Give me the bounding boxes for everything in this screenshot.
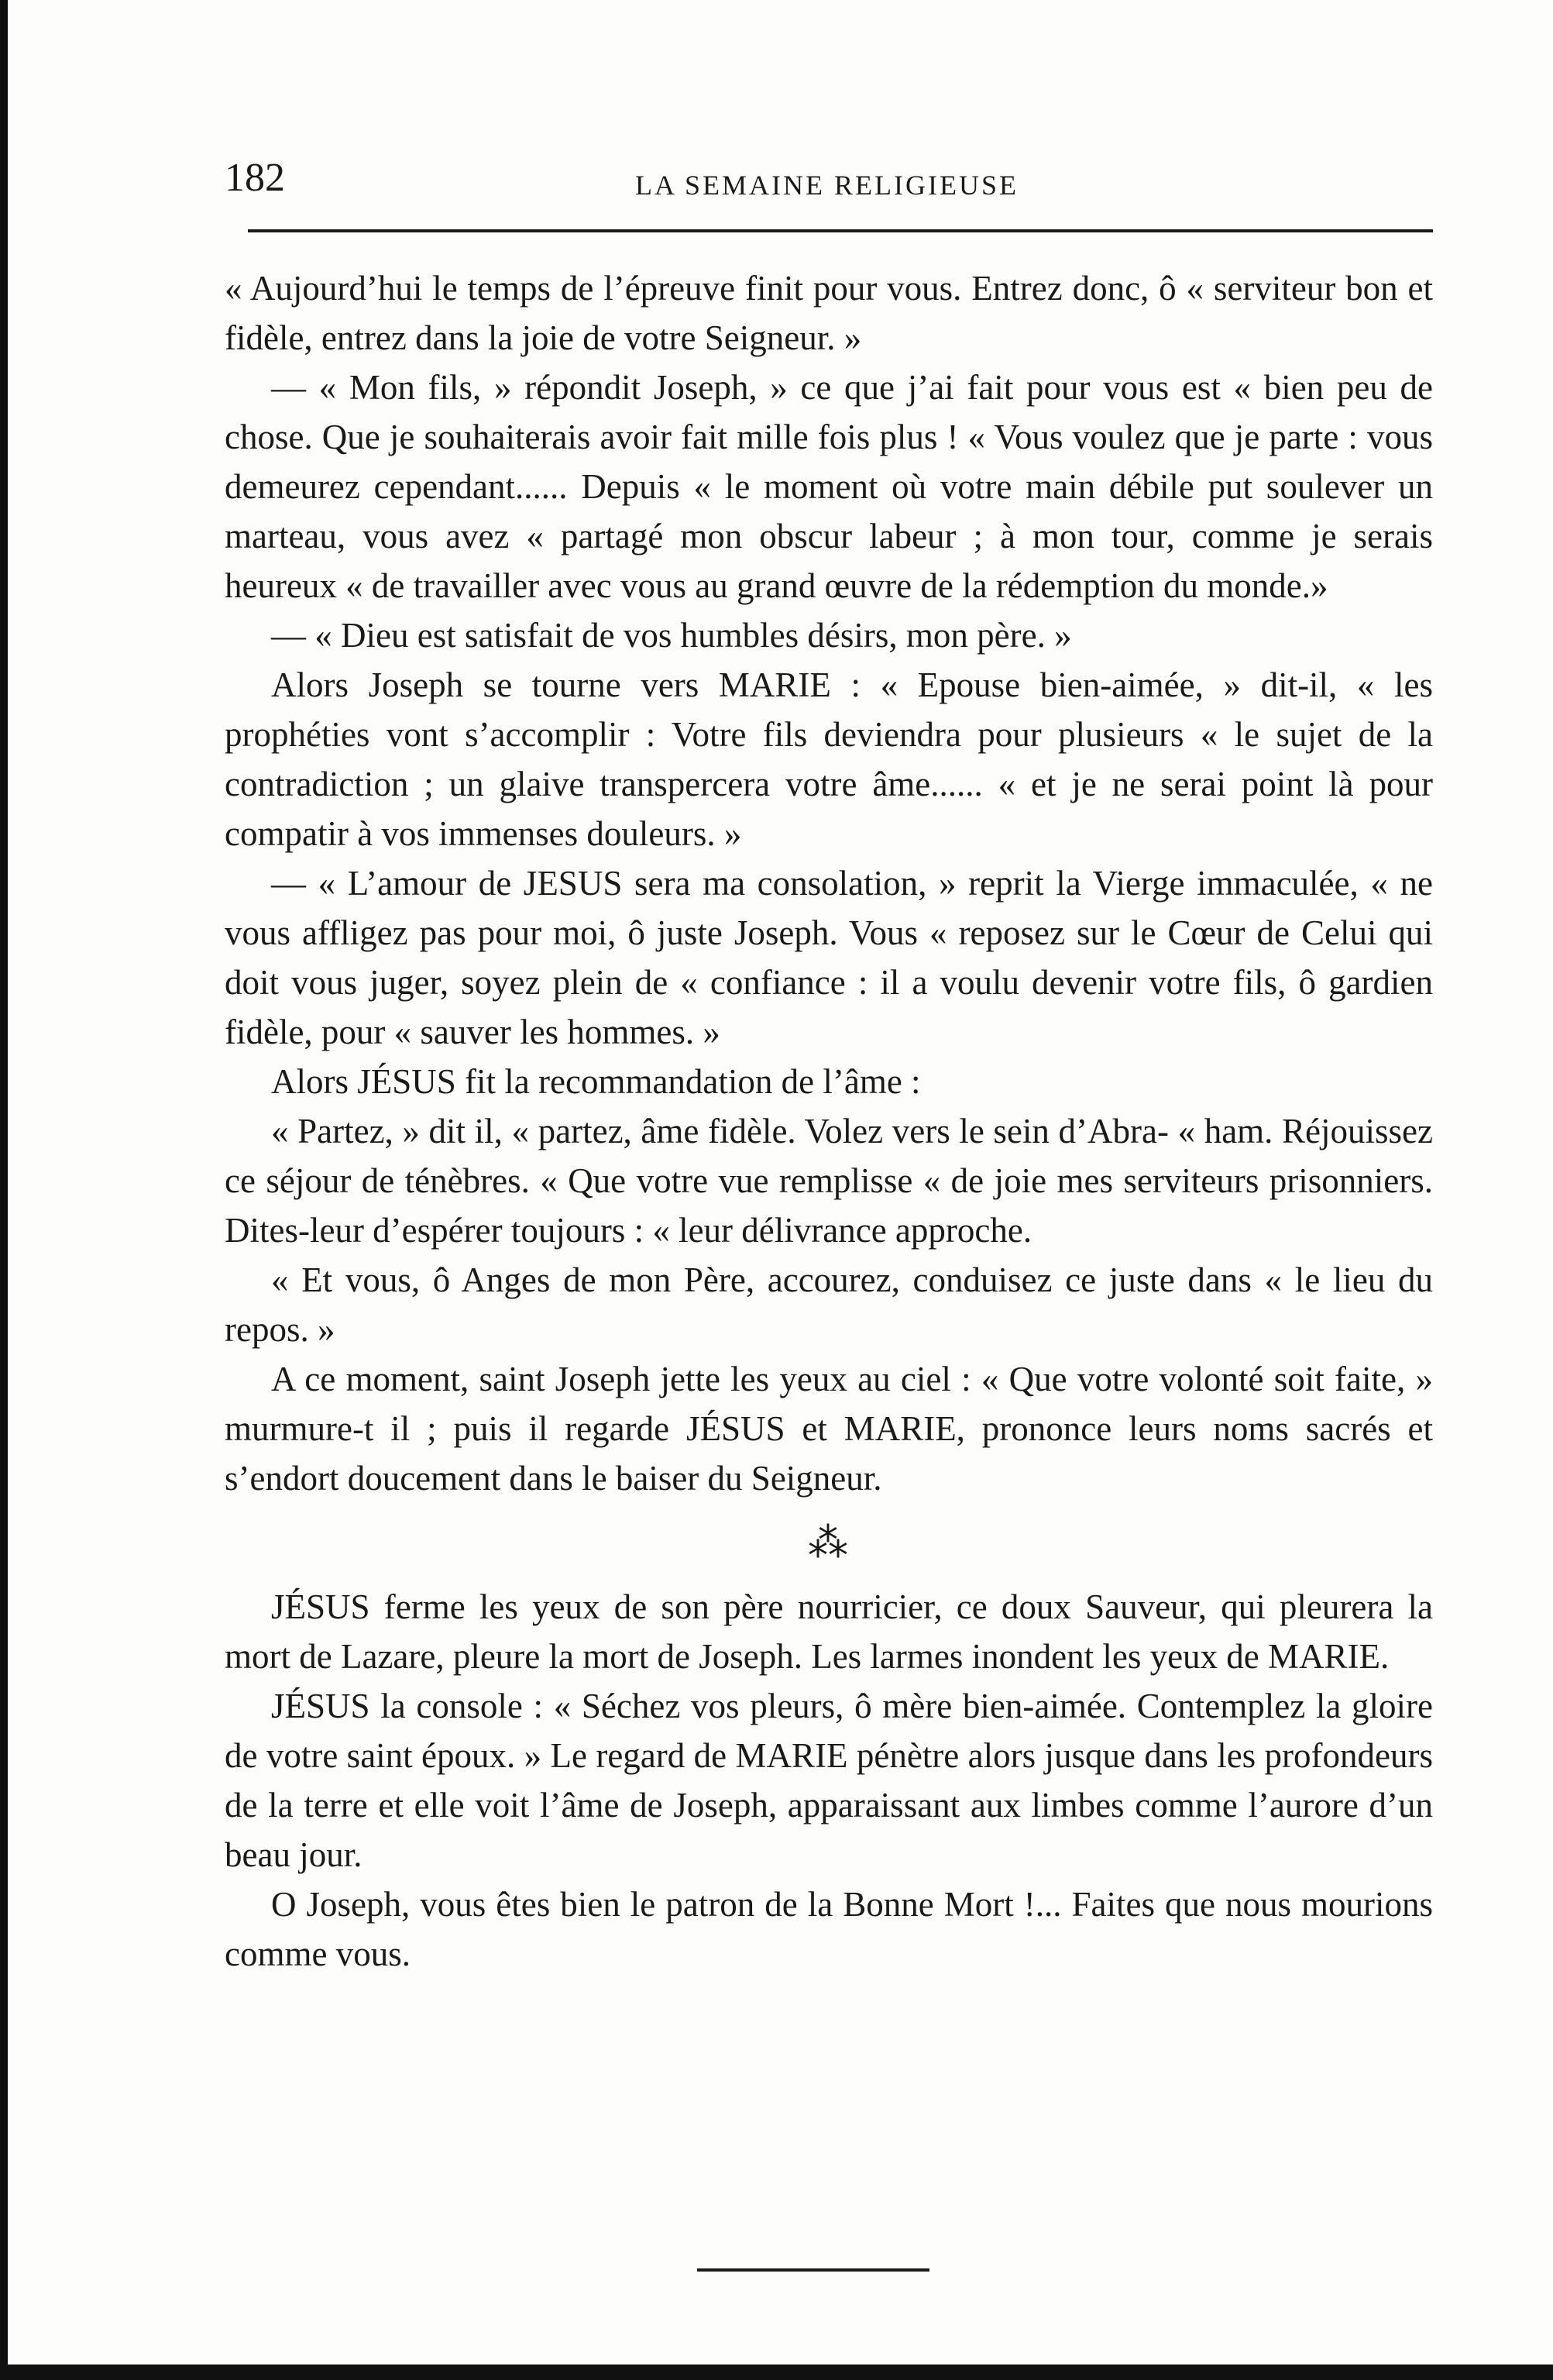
body-text — [225, 263, 1433, 1979]
paragraph: — « Mon fils, » répondit Joseph, » ce que j’ai fait pour vous est « bien peu de chose. Que je souhaiterais avoir fait mille fois plus ! « Vous voulez que je parte : vous demeurez cependant...... Depuis « le moment où votre main débile put soulever un marteau, vous avez « partagé mon obscur labeur ; à mon tour, comme je serais heureux « de travailler avec vous au grand œuvre de la rédemption du monde.» — [225, 368, 1433, 605]
end-rule — [697, 2268, 929, 2272]
asterism: ⁂ — [808, 1522, 850, 1566]
running-head — [225, 155, 1433, 209]
paragraph: — « Dieu est satisfait de vos humbles désirs, mon père. » — [271, 616, 1072, 655]
paragraph: Alors Joseph se tourne vers MARIE : « Epouse bien-aimée, » dit-il, « les prophéties vont s’accomplir : Votre fils deviendra pour plusieurs « le sujet de la contradiction ; un glaive transpercera votre âme...... « et je ne serai point là pour compatir à vos immenses douleurs. » — [225, 666, 1433, 853]
paragraph: « Et vous, ô Anges de mon Père, accourez, conduisez ce juste dans « le lieu du repos. » — [225, 1261, 1433, 1349]
header-rule — [248, 229, 1433, 232]
paragraph: « Aujourd’hui le temps de l’épreuve finit pour vous. Entrez donc, ô « serviteur bon et fidèle, entrez dans la joie de votre Seigneur. » — [225, 269, 1433, 357]
scan-edge-left — [0, 0, 8, 2380]
paragraph: JÉSUS la console : « Séchez vos pleurs, ô mère bien-aimée. Contemplez la gloire de votre saint époux. » Le regard de MARIE pénètre alors jusque dans les profondeurs de la terre et elle voit l’âme de Joseph, apparaissant aux limbes comme l’aurore d’un beau jour. — [225, 1687, 1433, 1874]
journal-title: LA SEMAINE RELIGIEUSE — [635, 170, 1019, 201]
paragraph: A ce moment, saint Joseph jette les yeux au ciel : « Que votre volonté soit faite, » murmure-t il ; puis il regarde JÉSUS et MARIE, prononce leurs noms sacrés et s’endort doucement dans le baiser du Seigneur. — [225, 1360, 1433, 1498]
paragraph: — « L’amour de JESUS sera ma consolation, » reprit la Vierge immaculée, « ne vous affligez pas pour moi, ô juste Joseph. Vous « reposez sur le Cœur de Celui qui doit vous juger, soyez plein de « confiance : il a voulu devenir votre fils, ô gardien fidèle, pour « sauver les hommes. » — [225, 864, 1433, 1051]
page-number: 182 — [225, 156, 285, 200]
paragraph: O Joseph, vous êtes bien le patron de la Bonne Mort !... Faites que nous mourions comme vous. — [225, 1885, 1433, 1973]
scan-edge-bottom — [0, 2365, 1553, 2380]
paragraph: « Partez, » dit il, « partez, âme fidèle. Volez vers le sein d’Abra- « ham. Réjouissez ce séjour de ténèbres. « Que votre vue remplisse « de joie mes serviteurs prisonniers. Dites-leur d’espérer toujours : « leur délivrance approche. — [225, 1112, 1433, 1250]
paragraph: JÉSUS ferme les yeux de son père nourricier, ce doux Sauveur, qui pleurera la mort de Lazare, pleure la mort de Joseph. Les larmes inondent les yeux de MARIE. — [225, 1587, 1433, 1676]
paragraph: Alors JÉSUS fit la recommandation de l’âme : — [271, 1062, 921, 1101]
